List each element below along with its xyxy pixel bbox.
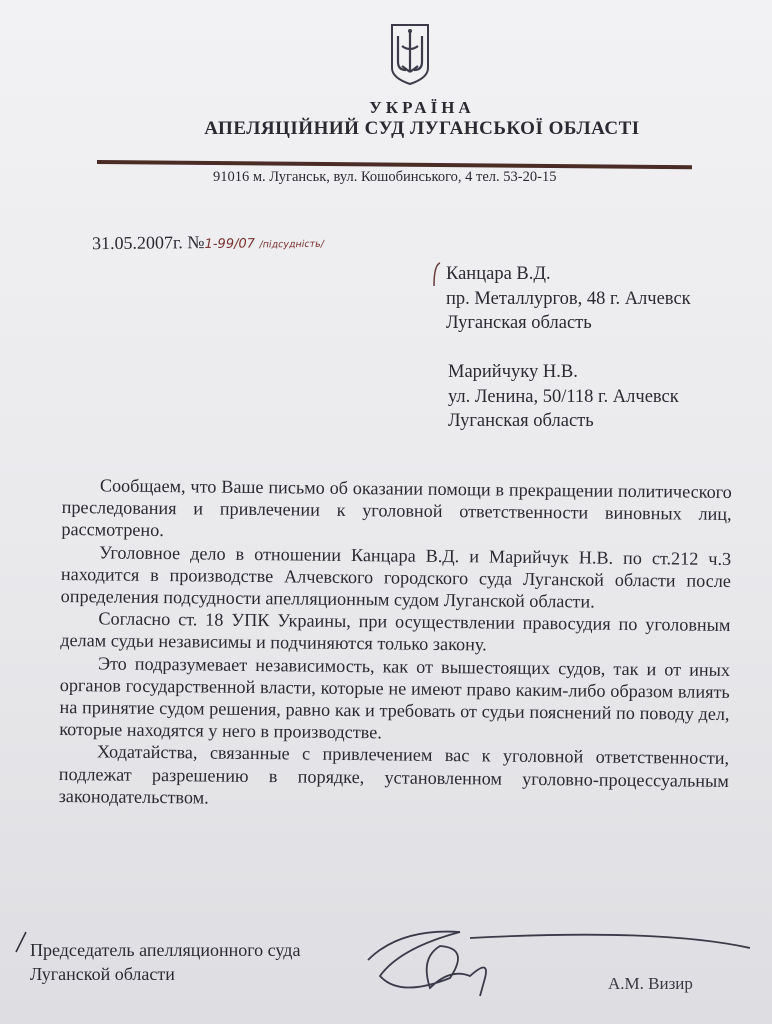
recipient-region: Луганская область xyxy=(448,411,594,431)
recipient-street: ул. Ленина, 50/118 г. Алчевск xyxy=(448,386,679,407)
court-heading: АПЕЛЯЦІЙНИЙ СУД ЛУГАНСЬКОЇ ОБЛАСТІ xyxy=(204,118,640,139)
handwritten-signature-icon xyxy=(360,918,760,1008)
signatory-title-line1: Председатель апелляционного суда xyxy=(30,940,301,960)
signatory-title-line2: Луганской области xyxy=(30,964,175,984)
recipient-name: Канцара В.Д. xyxy=(446,264,551,284)
recipient-block-2 xyxy=(448,360,679,434)
letter-body xyxy=(59,474,732,814)
body-paragraph: Ходатайства, связанные с привлечением вас к уголовной ответственности, подлежат разрешению в порядке, установленном уголовно-процессуальным законодательством. xyxy=(58,741,730,808)
handwritten-case-number: 1-99/07 xyxy=(204,236,256,253)
date-prefix: 31.05.2007г. № xyxy=(91,232,205,254)
margin-tick-icon xyxy=(14,930,28,954)
signatory-name: А.М. Визир xyxy=(608,974,693,993)
recipient-street: пр. Металлургов, 48 г. Алчевск xyxy=(446,288,691,309)
handwritten-note: /підсудність/ xyxy=(259,238,325,251)
body-paragraph: Согласно ст. 18 УПК Украины, при осуществлении правосудия по уголовным делам судьи независимы и подчиняются только закону. xyxy=(60,608,731,655)
recipient-block-1 xyxy=(446,262,691,336)
recipient-region: Луганская область xyxy=(446,313,592,333)
body-paragraph: Это подразумевает независимость, как от вышестоящих судов, так и от иных органов государственной власти, которые не имеют право каким-либо образом влиять на принятие судом решения, равно как и требовать от судьи пояснений по поводу дел, которые находятся у него в производстве. xyxy=(59,653,731,743)
header-divider xyxy=(97,160,692,169)
recipient-name: Марийчуку Н.В. xyxy=(448,362,578,382)
trident-emblem-icon xyxy=(389,22,431,86)
court-address: 91016 м. Луганськ, вул. Кошобинського, 4 тел. 53-20-15 xyxy=(213,169,557,185)
signatory-title xyxy=(30,938,300,986)
country-heading: УКРАЇНА xyxy=(369,98,475,117)
bracket-mark-icon xyxy=(432,262,442,288)
body-paragraph: Сообщаем, что Ваше письмо об оказании помощи в прекращении политического преследования и привлечении к уголовной ответственности виновных лиц, рассмотрено. xyxy=(61,475,732,541)
date-reference xyxy=(92,231,324,254)
body-paragraph: Уголовное дело в отношении Канцара В.Д. и Марийчук Н.В. по ст.212 ч.3 находится в производстве Алчевского городского суда Луганской области после определения подсудности апелляционным судом Луганской области. xyxy=(60,542,732,612)
